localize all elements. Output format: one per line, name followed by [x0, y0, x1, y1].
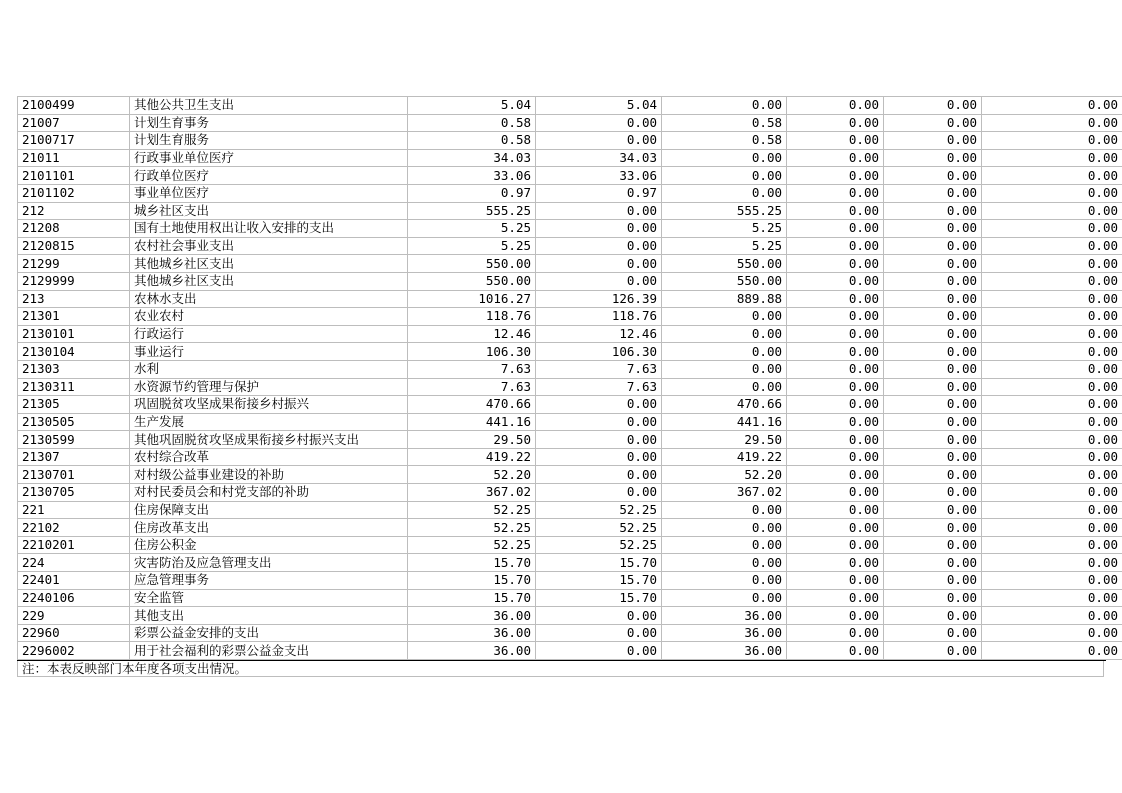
subject-code-cell: 2130311	[18, 378, 130, 396]
extra-column-1-cell: 0.00	[787, 360, 884, 378]
table-row	[18, 167, 1122, 185]
table-row	[18, 501, 1122, 519]
subject-name-cell: 生产发展	[130, 413, 408, 431]
project-expenditure-cell: 0.58	[662, 114, 787, 132]
subject-code-cell: 22401	[18, 572, 130, 590]
extra-column-2-cell: 0.00	[884, 184, 982, 202]
basic-expenditure-cell: 106.30	[536, 343, 662, 361]
basic-expenditure-cell: 0.00	[536, 220, 662, 238]
basic-expenditure-cell: 34.03	[536, 149, 662, 167]
table-row	[18, 272, 1122, 290]
extra-column-2-cell: 0.00	[884, 308, 982, 326]
extra-column-1-cell: 0.00	[787, 431, 884, 449]
extra-column-2-cell: 0.00	[884, 220, 982, 238]
project-expenditure-cell: 555.25	[662, 202, 787, 220]
subject-name-cell: 用于社会福利的彩票公益金支出	[130, 642, 408, 660]
table-row	[18, 572, 1122, 590]
extra-column-2-cell: 0.00	[884, 484, 982, 502]
basic-expenditure-cell: 7.63	[536, 378, 662, 396]
extra-column-3-cell: 0.00	[982, 501, 1122, 519]
basic-expenditure-cell: 0.00	[536, 413, 662, 431]
subject-name-cell: 其他巩固脱贫攻坚成果衔接乡村振兴支出	[130, 431, 408, 449]
extra-column-3-cell: 0.00	[982, 343, 1122, 361]
subject-code-cell: 21307	[18, 448, 130, 466]
subject-code-cell: 2130104	[18, 343, 130, 361]
extra-column-3-cell: 0.00	[982, 396, 1122, 414]
subject-name-cell: 计划生育服务	[130, 132, 408, 150]
basic-expenditure-cell: 12.46	[536, 325, 662, 343]
subject-code-cell: 221	[18, 501, 130, 519]
extra-column-1-cell: 0.00	[787, 484, 884, 502]
subject-name-cell: 其他城乡社区支出	[130, 272, 408, 290]
expenditure-table	[17, 96, 1122, 660]
extra-column-3-cell: 0.00	[982, 290, 1122, 308]
total-amount-cell: 15.70	[408, 554, 536, 572]
total-amount-cell: 12.46	[408, 325, 536, 343]
subject-name-cell: 安全监管	[130, 589, 408, 607]
total-amount-cell: 15.70	[408, 572, 536, 590]
extra-column-1-cell: 0.00	[787, 325, 884, 343]
extra-column-3-cell: 0.00	[982, 448, 1122, 466]
project-expenditure-cell: 0.00	[662, 97, 787, 115]
extra-column-2-cell: 0.00	[884, 536, 982, 554]
extra-column-3-cell: 0.00	[982, 184, 1122, 202]
extra-column-3-cell: 0.00	[982, 607, 1122, 625]
extra-column-1-cell: 0.00	[787, 519, 884, 537]
subject-code-cell: 2210201	[18, 536, 130, 554]
table-row	[18, 97, 1122, 115]
basic-expenditure-cell: 0.00	[536, 114, 662, 132]
extra-column-2-cell: 0.00	[884, 607, 982, 625]
subject-code-cell: 21305	[18, 396, 130, 414]
total-amount-cell: 34.03	[408, 149, 536, 167]
extra-column-3-cell: 0.00	[982, 536, 1122, 554]
extra-column-1-cell: 0.00	[787, 448, 884, 466]
extra-column-2-cell: 0.00	[884, 167, 982, 185]
table-row	[18, 184, 1122, 202]
subject-name-cell: 住房公积金	[130, 536, 408, 554]
extra-column-2-cell: 0.00	[884, 237, 982, 255]
table-row	[18, 431, 1122, 449]
extra-column-1-cell: 0.00	[787, 554, 884, 572]
subject-name-cell: 行政单位医疗	[130, 167, 408, 185]
basic-expenditure-cell: 0.00	[536, 484, 662, 502]
basic-expenditure-cell: 15.70	[536, 572, 662, 590]
project-expenditure-cell: 0.00	[662, 360, 787, 378]
extra-column-3-cell: 0.00	[982, 202, 1122, 220]
total-amount-cell: 5.04	[408, 97, 536, 115]
extra-column-1-cell: 0.00	[787, 396, 884, 414]
basic-expenditure-cell: 0.00	[536, 431, 662, 449]
subject-code-cell: 213	[18, 290, 130, 308]
extra-column-1-cell: 0.00	[787, 220, 884, 238]
extra-column-1-cell: 0.00	[787, 202, 884, 220]
table-row	[18, 484, 1122, 502]
subject-code-cell: 21208	[18, 220, 130, 238]
project-expenditure-cell: 52.20	[662, 466, 787, 484]
total-amount-cell: 550.00	[408, 272, 536, 290]
extra-column-3-cell: 0.00	[982, 642, 1122, 660]
basic-expenditure-cell: 0.00	[536, 272, 662, 290]
subject-name-cell: 对村民委员会和村党支部的补助	[130, 484, 408, 502]
project-expenditure-cell: 0.00	[662, 184, 787, 202]
total-amount-cell: 29.50	[408, 431, 536, 449]
total-amount-cell: 15.70	[408, 589, 536, 607]
table-row	[18, 132, 1122, 150]
extra-column-2-cell: 0.00	[884, 149, 982, 167]
extra-column-3-cell: 0.00	[982, 554, 1122, 572]
extra-column-2-cell: 0.00	[884, 572, 982, 590]
extra-column-2-cell: 0.00	[884, 343, 982, 361]
extra-column-1-cell: 0.00	[787, 589, 884, 607]
table-row	[18, 290, 1122, 308]
subject-code-cell: 22102	[18, 519, 130, 537]
basic-expenditure-cell: 15.70	[536, 589, 662, 607]
extra-column-3-cell: 0.00	[982, 466, 1122, 484]
extra-column-2-cell: 0.00	[884, 413, 982, 431]
table-row	[18, 237, 1122, 255]
subject-name-cell: 其他支出	[130, 607, 408, 625]
extra-column-1-cell: 0.00	[787, 624, 884, 642]
project-expenditure-cell: 0.00	[662, 343, 787, 361]
subject-name-cell: 农林水支出	[130, 290, 408, 308]
extra-column-3-cell: 0.00	[982, 360, 1122, 378]
subject-name-cell: 水资源节约管理与保护	[130, 378, 408, 396]
subject-code-cell: 22960	[18, 624, 130, 642]
subject-name-cell: 应急管理事务	[130, 572, 408, 590]
basic-expenditure-cell: 5.04	[536, 97, 662, 115]
total-amount-cell: 7.63	[408, 360, 536, 378]
basic-expenditure-cell: 0.00	[536, 607, 662, 625]
table-row	[18, 255, 1122, 273]
project-expenditure-cell: 419.22	[662, 448, 787, 466]
subject-code-cell: 2100717	[18, 132, 130, 150]
extra-column-2-cell: 0.00	[884, 501, 982, 519]
subject-code-cell: 2130705	[18, 484, 130, 502]
expenditure-table-sheet	[17, 96, 1118, 677]
total-amount-cell: 106.30	[408, 343, 536, 361]
project-expenditure-cell: 0.00	[662, 378, 787, 396]
basic-expenditure-cell: 0.00	[536, 448, 662, 466]
table-row	[18, 343, 1122, 361]
project-expenditure-cell: 889.88	[662, 290, 787, 308]
extra-column-1-cell: 0.00	[787, 132, 884, 150]
subject-code-cell: 2130505	[18, 413, 130, 431]
extra-column-2-cell: 0.00	[884, 290, 982, 308]
extra-column-2-cell: 0.00	[884, 114, 982, 132]
total-amount-cell: 33.06	[408, 167, 536, 185]
project-expenditure-cell: 0.00	[662, 589, 787, 607]
project-expenditure-cell: 0.00	[662, 501, 787, 519]
extra-column-1-cell: 0.00	[787, 378, 884, 396]
extra-column-2-cell: 0.00	[884, 132, 982, 150]
extra-column-3-cell: 0.00	[982, 413, 1122, 431]
project-expenditure-cell: 0.00	[662, 308, 787, 326]
project-expenditure-cell: 470.66	[662, 396, 787, 414]
subject-code-cell: 212	[18, 202, 130, 220]
table-row	[18, 413, 1122, 431]
extra-column-3-cell: 0.00	[982, 272, 1122, 290]
project-expenditure-cell: 0.00	[662, 572, 787, 590]
subject-name-cell: 行政事业单位医疗	[130, 149, 408, 167]
extra-column-3-cell: 0.00	[982, 149, 1122, 167]
extra-column-3-cell: 0.00	[982, 325, 1122, 343]
subject-name-cell: 巩固脱贫攻坚成果衔接乡村振兴	[130, 396, 408, 414]
basic-expenditure-cell: 126.39	[536, 290, 662, 308]
total-amount-cell: 52.25	[408, 536, 536, 554]
table-row	[18, 466, 1122, 484]
extra-column-2-cell: 0.00	[884, 589, 982, 607]
subject-code-cell: 2130599	[18, 431, 130, 449]
subject-name-cell: 灾害防治及应急管理支出	[130, 554, 408, 572]
extra-column-3-cell: 0.00	[982, 167, 1122, 185]
table-row	[18, 624, 1122, 642]
subject-code-cell: 21299	[18, 255, 130, 273]
basic-expenditure-cell: 52.25	[536, 536, 662, 554]
basic-expenditure-cell: 0.00	[536, 624, 662, 642]
extra-column-3-cell: 0.00	[982, 519, 1122, 537]
total-amount-cell: 0.97	[408, 184, 536, 202]
extra-column-1-cell: 0.00	[787, 167, 884, 185]
subject-name-cell: 住房保障支出	[130, 501, 408, 519]
extra-column-1-cell: 0.00	[787, 501, 884, 519]
extra-column-2-cell: 0.00	[884, 431, 982, 449]
table-row	[18, 607, 1122, 625]
extra-column-3-cell: 0.00	[982, 308, 1122, 326]
basic-expenditure-cell: 0.00	[536, 237, 662, 255]
extra-column-3-cell: 0.00	[982, 132, 1122, 150]
extra-column-2-cell: 0.00	[884, 360, 982, 378]
subject-name-cell: 事业单位医疗	[130, 184, 408, 202]
basic-expenditure-cell: 52.25	[536, 519, 662, 537]
table-note: 注：本表反映部门本年度各项支出情况。	[17, 661, 1104, 677]
extra-column-1-cell: 0.00	[787, 237, 884, 255]
project-expenditure-cell: 36.00	[662, 607, 787, 625]
extra-column-2-cell: 0.00	[884, 396, 982, 414]
table-body	[18, 97, 1122, 660]
project-expenditure-cell: 550.00	[662, 255, 787, 273]
extra-column-2-cell: 0.00	[884, 272, 982, 290]
extra-column-3-cell: 0.00	[982, 378, 1122, 396]
total-amount-cell: 52.20	[408, 466, 536, 484]
extra-column-2-cell: 0.00	[884, 448, 982, 466]
basic-expenditure-cell: 0.00	[536, 642, 662, 660]
extra-column-3-cell: 0.00	[982, 484, 1122, 502]
basic-expenditure-cell: 118.76	[536, 308, 662, 326]
total-amount-cell: 36.00	[408, 624, 536, 642]
project-expenditure-cell: 367.02	[662, 484, 787, 502]
subject-name-cell: 国有土地使用权出让收入安排的支出	[130, 220, 408, 238]
extra-column-3-cell: 0.00	[982, 572, 1122, 590]
basic-expenditure-cell: 0.97	[536, 184, 662, 202]
extra-column-3-cell: 0.00	[982, 220, 1122, 238]
total-amount-cell: 36.00	[408, 642, 536, 660]
subject-name-cell: 住房改革支出	[130, 519, 408, 537]
table-row	[18, 114, 1122, 132]
total-amount-cell: 5.25	[408, 237, 536, 255]
extra-column-3-cell: 0.00	[982, 114, 1122, 132]
subject-name-cell: 水利	[130, 360, 408, 378]
extra-column-2-cell: 0.00	[884, 466, 982, 484]
total-amount-cell: 52.25	[408, 519, 536, 537]
extra-column-1-cell: 0.00	[787, 97, 884, 115]
project-expenditure-cell: 36.00	[662, 624, 787, 642]
extra-column-3-cell: 0.00	[982, 431, 1122, 449]
total-amount-cell: 441.16	[408, 413, 536, 431]
extra-column-1-cell: 0.00	[787, 536, 884, 554]
basic-expenditure-cell: 33.06	[536, 167, 662, 185]
extra-column-2-cell: 0.00	[884, 97, 982, 115]
subject-name-cell: 其他公共卫生支出	[130, 97, 408, 115]
extra-column-3-cell: 0.00	[982, 589, 1122, 607]
subject-name-cell: 农村综合改革	[130, 448, 408, 466]
project-expenditure-cell: 0.00	[662, 519, 787, 537]
subject-code-cell: 21011	[18, 149, 130, 167]
project-expenditure-cell: 0.00	[662, 536, 787, 554]
subject-code-cell: 2101101	[18, 167, 130, 185]
extra-column-1-cell: 0.00	[787, 184, 884, 202]
table-row	[18, 308, 1122, 326]
total-amount-cell: 52.25	[408, 501, 536, 519]
subject-name-cell: 彩票公益金安排的支出	[130, 624, 408, 642]
basic-expenditure-cell: 7.63	[536, 360, 662, 378]
extra-column-1-cell: 0.00	[787, 642, 884, 660]
total-amount-cell: 1016.27	[408, 290, 536, 308]
subject-name-cell: 对村级公益事业建设的补助	[130, 466, 408, 484]
extra-column-1-cell: 0.00	[787, 114, 884, 132]
subject-code-cell: 2100499	[18, 97, 130, 115]
total-amount-cell: 5.25	[408, 220, 536, 238]
extra-column-1-cell: 0.00	[787, 343, 884, 361]
extra-column-3-cell: 0.00	[982, 237, 1122, 255]
subject-name-cell: 城乡社区支出	[130, 202, 408, 220]
subject-name-cell: 农业农村	[130, 308, 408, 326]
project-expenditure-cell: 441.16	[662, 413, 787, 431]
table-row	[18, 325, 1122, 343]
project-expenditure-cell: 0.00	[662, 149, 787, 167]
extra-column-1-cell: 0.00	[787, 255, 884, 273]
extra-column-2-cell: 0.00	[884, 642, 982, 660]
table-row	[18, 589, 1122, 607]
subject-code-cell: 2129999	[18, 272, 130, 290]
project-expenditure-cell: 0.00	[662, 325, 787, 343]
subject-code-cell: 2101102	[18, 184, 130, 202]
extra-column-1-cell: 0.00	[787, 290, 884, 308]
subject-name-cell: 行政运行	[130, 325, 408, 343]
project-expenditure-cell: 29.50	[662, 431, 787, 449]
project-expenditure-cell: 5.25	[662, 220, 787, 238]
extra-column-3-cell: 0.00	[982, 624, 1122, 642]
basic-expenditure-cell: 15.70	[536, 554, 662, 572]
subject-name-cell: 计划生育事务	[130, 114, 408, 132]
subject-name-cell: 其他城乡社区支出	[130, 255, 408, 273]
table-row	[18, 220, 1122, 238]
subject-code-cell: 2130701	[18, 466, 130, 484]
total-amount-cell: 7.63	[408, 378, 536, 396]
subject-code-cell: 21303	[18, 360, 130, 378]
subject-code-cell: 229	[18, 607, 130, 625]
project-expenditure-cell: 0.00	[662, 167, 787, 185]
total-amount-cell: 367.02	[408, 484, 536, 502]
extra-column-1-cell: 0.00	[787, 272, 884, 290]
extra-column-2-cell: 0.00	[884, 519, 982, 537]
extra-column-1-cell: 0.00	[787, 572, 884, 590]
project-expenditure-cell: 36.00	[662, 642, 787, 660]
extra-column-1-cell: 0.00	[787, 308, 884, 326]
extra-column-1-cell: 0.00	[787, 607, 884, 625]
extra-column-2-cell: 0.00	[884, 255, 982, 273]
table-row	[18, 360, 1122, 378]
project-expenditure-cell: 5.25	[662, 237, 787, 255]
table-row	[18, 448, 1122, 466]
table-row	[18, 378, 1122, 396]
total-amount-cell: 36.00	[408, 607, 536, 625]
subject-name-cell: 事业运行	[130, 343, 408, 361]
total-amount-cell: 470.66	[408, 396, 536, 414]
basic-expenditure-cell: 0.00	[536, 202, 662, 220]
basic-expenditure-cell: 0.00	[536, 396, 662, 414]
extra-column-2-cell: 0.00	[884, 325, 982, 343]
project-expenditure-cell: 0.00	[662, 554, 787, 572]
subject-code-cell: 2296002	[18, 642, 130, 660]
subject-code-cell: 2130101	[18, 325, 130, 343]
project-expenditure-cell: 0.58	[662, 132, 787, 150]
subject-name-cell: 农村社会事业支出	[130, 237, 408, 255]
extra-column-2-cell: 0.00	[884, 378, 982, 396]
total-amount-cell: 0.58	[408, 114, 536, 132]
table-row	[18, 642, 1122, 660]
subject-code-cell: 21007	[18, 114, 130, 132]
extra-column-1-cell: 0.00	[787, 466, 884, 484]
table-row	[18, 536, 1122, 554]
subject-code-cell: 224	[18, 554, 130, 572]
total-amount-cell: 0.58	[408, 132, 536, 150]
subject-code-cell: 2120815	[18, 237, 130, 255]
basic-expenditure-cell: 52.25	[536, 501, 662, 519]
table-row	[18, 149, 1122, 167]
table-row	[18, 519, 1122, 537]
extra-column-1-cell: 0.00	[787, 149, 884, 167]
table-row	[18, 202, 1122, 220]
total-amount-cell: 555.25	[408, 202, 536, 220]
extra-column-2-cell: 0.00	[884, 202, 982, 220]
total-amount-cell: 419.22	[408, 448, 536, 466]
basic-expenditure-cell: 0.00	[536, 132, 662, 150]
total-amount-cell: 118.76	[408, 308, 536, 326]
subject-code-cell: 21301	[18, 308, 130, 326]
project-expenditure-cell: 550.00	[662, 272, 787, 290]
extra-column-3-cell: 0.00	[982, 97, 1122, 115]
extra-column-2-cell: 0.00	[884, 554, 982, 572]
extra-column-2-cell: 0.00	[884, 624, 982, 642]
extra-column-1-cell: 0.00	[787, 413, 884, 431]
subject-code-cell: 2240106	[18, 589, 130, 607]
extra-column-3-cell: 0.00	[982, 255, 1122, 273]
basic-expenditure-cell: 0.00	[536, 466, 662, 484]
total-amount-cell: 550.00	[408, 255, 536, 273]
table-row	[18, 396, 1122, 414]
basic-expenditure-cell: 0.00	[536, 255, 662, 273]
table-row	[18, 554, 1122, 572]
